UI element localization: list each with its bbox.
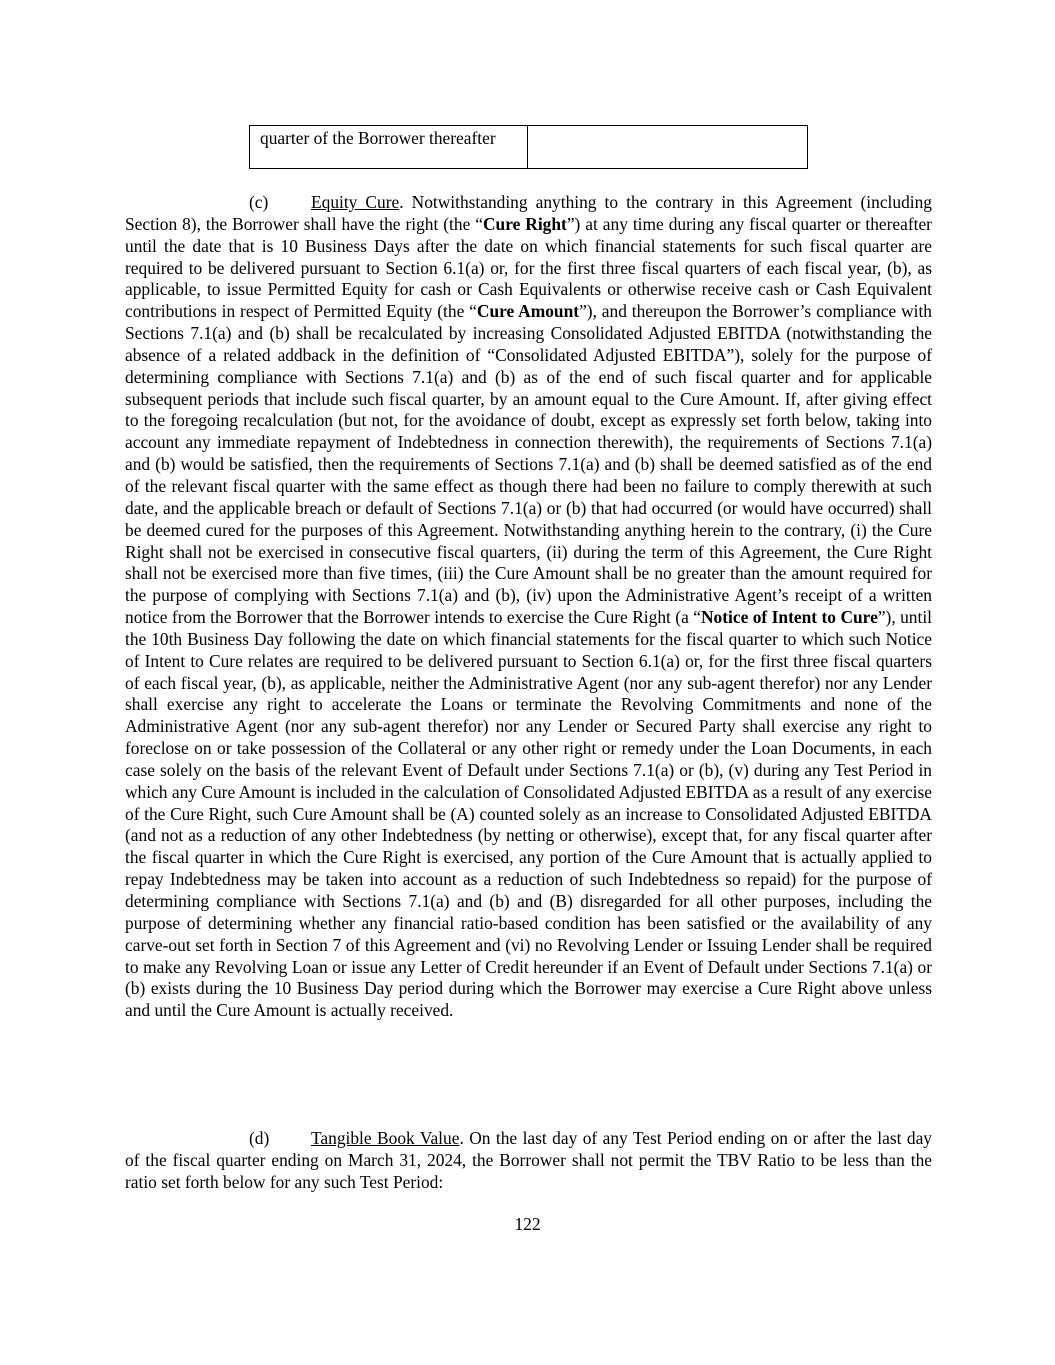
defined-term-notice-of-intent: Notice of Intent to Cure xyxy=(700,607,878,628)
table-row xyxy=(250,126,808,169)
page-number: 122 xyxy=(514,1214,541,1234)
section-d-heading: Tangible Book Value xyxy=(311,1128,460,1148)
section-c-text-2: ”) at any time during any fiscal quarter or thereafter until the date that is 10 Business Days after the date on which financial statements for such fiscal quarter are required to be delivered pursuant to Section 6.1(a) or, for the first three fiscal quarters of each fiscal year, (b), as applicable, to issue Permitted Equity for cash or Cash Equivalents or otherwise receive cash or Cash Equivalent contributions in respect of Permitted Equity (the “ xyxy=(125,213,932,322)
section-c-text-3: ”), and thereupon the Borrower’s compliance with Sections 7.1(a) and (b) shall be recalculated by increasing Consolidated Adjusted EBITDA (notwithstanding the absence of a related addback in the definition of “Consolidated Adjusted EBITDA”), solely for the purpose of determining compliance with Sections 7.1(a) and (b) as of the end of such fiscal quarter and for applicable subsequent periods that include such fiscal quarter, by an amount equal to the Cure Amount. If, after giving effect to the foregoing recalculation (but not, for the avoidance of doubt, except as expressly set forth below, taking into account any immediate repayment of Indebtedness in connection therewith), the requirements of Sections 7.1(a) and (b) would be satisfied, then the requirements of Sections 7.1(a) and (b) shall be deemed satisfied as of the end of the relevant fiscal quarter with the same effect as though there had been no failure to comply therewith at such date, and the applicable breach or default of Sections 7.1(a) or (b) that had occurred (or would have occurred) shall be deemed cured for the purposes of this Agreement. Notwithstanding anything herein to the contrary, (i) the Cure Right shall not be exercised in consecutive fiscal quarters, (ii) during the term of this Agreement, the Cure Right shall not be exercised more than five times, (iii) the Cure Amount shall be no greater than the amount required for the purpose of complying with Sections 7.1(a) and (b), (iv) upon the Administrative Agent’s receipt of a written notice from the Borrower that the Borrower intends to exercise the Cure Right (a “ xyxy=(125,301,933,628)
section-d-text: . On the last day of any Test Period ending on or after the last day of the fiscal quarter ending on March 31, 2024, the Borrower shall not permit the TBV Ratio to be less than the ratio set forth below for any such Test Period: xyxy=(125,1128,932,1192)
section-d-marker: (d) xyxy=(249,1128,270,1148)
section-c-heading: Equity Cure xyxy=(311,192,400,212)
section-c-text-4: ”), until the 10th Business Day following the date on which financial statements for the fiscal quarter to which such Notice of Intent to Cure relates are required to be delivered pursuant to Section 6.1(a) or, for the first three fiscal quarters of each fiscal year, (b), as applicable, neither the Administrative Agent (nor any sub-agent therefor) nor any Lender shall exercise any right to accelerate the Loans or terminate the Revolving Commitments and none of the Administrative Agent (nor any sub-agent therefor) nor any Lender or Secured Party shall exercise any right to foreclose on or take possession of the Collateral or any other right or remedy under the Loan Documents, in each case solely on the basis of the relevant Event of Default under Sections 7.1(a) or (b), (v) during any Test Period in which any Cure Amount is included in the calculation of Consolidated Adjusted EBITDA as a result of any exercise of the Cure Right, such Cure Amount shall be (A) counted solely as an increase to Consolidated Adjusted EBITDA (and not as a reduction of any other Indebtedness (by netting or otherwise), except that, for any fiscal quarter after the fiscal quarter in which the Cure Right is exercised, any portion of the Cure Amount that is actually applied to repay Indebtedness may be taken into account as a reduction of such Indebtedness so repaid) for the purpose of determining compliance with Sections 7.1(a) and (b) and (B) disregarded for all other purposes, including the purpose of determining whether any financial ratio-based condition has been satisfied or the availability of any carve-out set forth in Section 7 of this Agreement and (vi) no Revolving Lender or Issuing Lender shall be required to make any Revolving Loan or issue any Letter of Credit hereunder if an Event of Default under Sections 7.1(a) or (b) exists during the 10 Business Day period during which the Borrower may exercise a Cure Right above unless and until the Cure Amount is actually received. xyxy=(125,607,932,1021)
section-c-marker: (c) xyxy=(249,192,269,212)
section-c-paragraph xyxy=(125,192,932,1022)
section-c-text-1: . Notwithstanding anything to the contrary in this Agreement (including Section 8), the Borrower shall have the right (the “ xyxy=(125,192,932,234)
table-cell-ratio xyxy=(528,126,808,169)
section-d-paragraph xyxy=(125,1128,932,1194)
ratio-table-fragment xyxy=(249,125,808,169)
defined-term-cure-right: Cure Right xyxy=(482,213,567,234)
table-cell-period: quarter of the Borrower thereafter xyxy=(250,126,528,169)
defined-term-cure-amount: Cure Amount xyxy=(476,301,580,322)
